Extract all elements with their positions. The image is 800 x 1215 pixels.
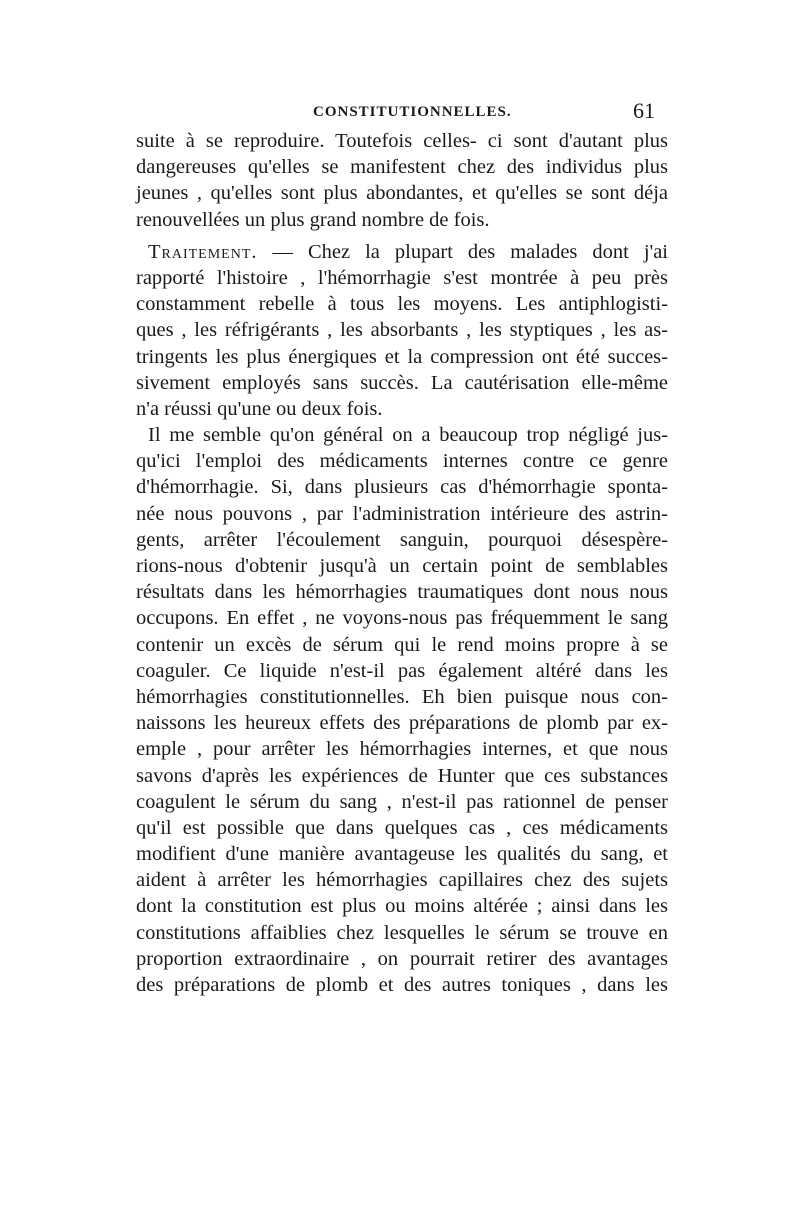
text-line: dangereuses qu'elles se manifestent chez des individus plus <box>136 156 668 179</box>
text-line: qu'ici l'emploi des médicaments internes contre ce genre <box>136 450 668 473</box>
text-line: savons d'après les expériences de Hunter que ces substances <box>136 764 668 787</box>
text-line: coaguler. Ce liquide n'est-il pas également altéré dans les <box>136 659 668 682</box>
body-text <box>136 128 668 998</box>
text-line: résultats dans les hémorrhagies traumatiques dont nous nous <box>136 581 668 604</box>
text-line: qu'il est possible que dans quelques cas , ces médicaments <box>136 816 668 839</box>
paragraph <box>136 422 668 998</box>
text-line: rapporté l'histoire , l'hémorrhagie s'est montrée à peu près <box>136 266 668 289</box>
text-line: suite à se reproduire. Toutefois celles- ci sont d'autant plus <box>136 130 668 152</box>
text-line: constamment rebelle à tous les moyens. Les antiphlogisti- <box>136 293 668 316</box>
page-number: 61 <box>633 98 655 123</box>
text-line: née nous pouvons , par l'administration intérieure des astrin- <box>136 502 668 525</box>
text-line: d'hémorrhagie. Si, dans plusieurs cas d'hémorrhagie sponta- <box>136 476 668 499</box>
text-line <box>136 239 668 265</box>
text-span: — Chez la plupart des malades dont j'ai <box>272 240 668 263</box>
text-line: Il me semble qu'on général on a beaucoup trop négligé jus- <box>148 424 668 447</box>
text-line: aident à arrêter les hémorrhagies capillaires chez des sujets <box>136 869 668 892</box>
text-line: des préparations de plomb et des autres toniques , dans les <box>136 974 668 996</box>
text-line: dont la constitution est plus ou moins altérée ; ainsi dans les <box>136 895 668 918</box>
text-line: rions-nous d'obtenir jusqu'à un certain point de semblables <box>136 555 668 577</box>
paragraph <box>136 128 668 233</box>
text-line: jeunes , qu'elles sont plus abondantes, et qu'elles se sont déja <box>136 182 668 205</box>
running-title: CONSTITUTIONNELLES. <box>313 104 512 120</box>
text-line: proportion extraordinaire , on pourrait retirer des avantages <box>136 947 668 970</box>
text-line: contenir un excès de sérum qui le rend moins propre à se <box>136 633 668 656</box>
text-line: n'a réussi qu'une ou deux fois. <box>136 397 383 420</box>
text-line: tringents les plus énergiques et la compression ont été succes- <box>136 345 668 368</box>
text-line: gents, arrêter l'écoulement sanguin, pourquoi désespère- <box>136 528 668 551</box>
text-line: emple , pour arrêter les hémorrhagies internes, et que nous <box>136 738 668 761</box>
text-line: hémorrhagies constitutionnelles. Eh bien puisque nous con- <box>136 685 668 708</box>
text-line: coagulent le sérum du sang , n'est-il pas rationnel de penser <box>136 790 668 813</box>
text-line: constitutions affaiblies chez lesquelles le sérum se trouve en <box>136 921 668 944</box>
text-line: occupons. En effet , ne voyons-nous pas fréquemment le sang <box>136 607 668 630</box>
section-heading: Traitement. <box>148 240 258 263</box>
page-header <box>135 98 655 128</box>
text-line: naissons les heureux effets des préparations de plomb par ex- <box>136 712 668 735</box>
text-line: modifient d'une manière avantageuse les qualités du sang, et <box>136 843 668 866</box>
paragraph <box>136 239 668 422</box>
text-line: sivement employés sans succès. La cautérisation elle-même <box>136 371 668 394</box>
text-line: ques , les réfrigérants , les absorbants , les styptiques , les as- <box>136 319 668 342</box>
text-line: renouvellées un plus grand nombre de fois. <box>136 208 490 231</box>
